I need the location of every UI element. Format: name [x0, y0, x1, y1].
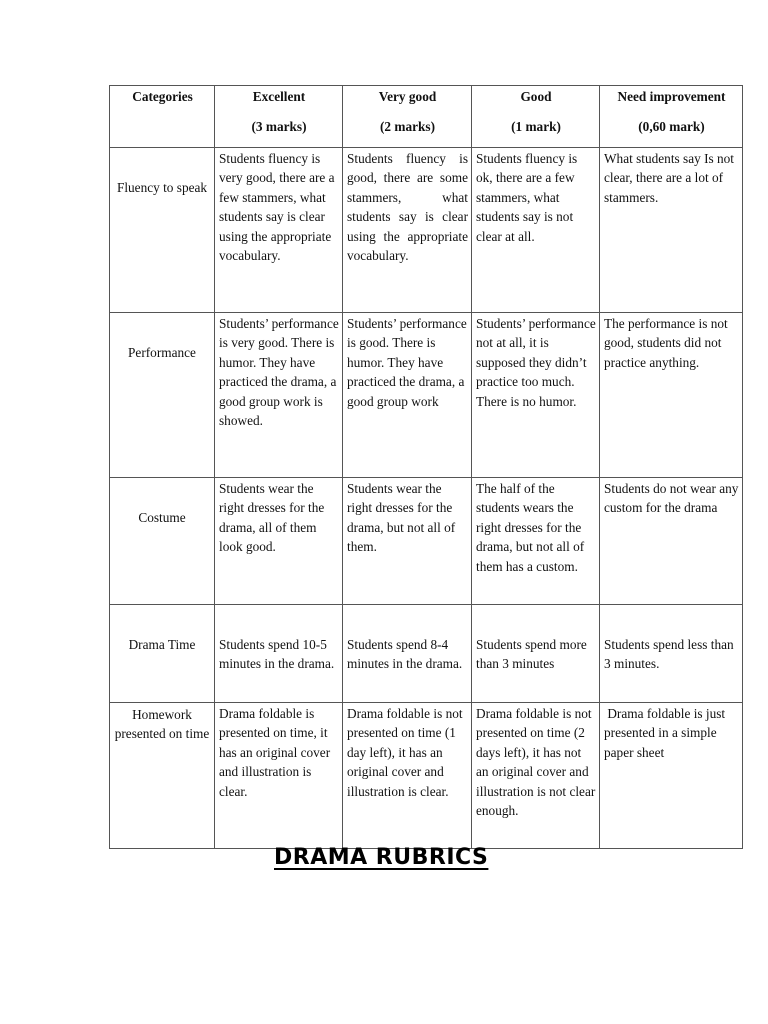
- header-good: Good (1 mark): [472, 86, 600, 148]
- cell-fluency-need-improvement: What students say Is not clear, there are a lot of stammers.: [600, 148, 743, 313]
- cell-drama-time-very-good: Students spend 8-4 minutes in the drama.: [343, 605, 472, 703]
- header-need-improvement: Need improvement (0,60 mark): [600, 86, 743, 148]
- cell-performance-very-good: Students’ performance is good. There is humor. They have practiced the drama, a good group work: [343, 313, 472, 478]
- header-very-good: Very good (2 marks): [343, 86, 472, 148]
- table-row: [110, 703, 743, 849]
- category-homework: Homework presented on time: [110, 703, 215, 849]
- header-row: [110, 86, 743, 148]
- category-costume: Costume: [110, 478, 215, 605]
- header-categories: Categories: [110, 86, 215, 148]
- page-title: DRAMA RUBRICS: [274, 845, 489, 870]
- cell-drama-time-good: Students spend more than 3 minutes: [472, 605, 600, 703]
- category-performance: Performance: [110, 313, 215, 478]
- rubric-table: [109, 85, 743, 849]
- cell-performance-need-improvement: The performance is not good, students did not practice anything.: [600, 313, 743, 478]
- cell-performance-excellent: Students’ performance is very good. There is humor. They have practiced the drama, a good group work is showed.: [215, 313, 343, 478]
- cell-fluency-excellent: Students fluency is very good, there are a few stammers, what students say is clear using the appropriate vocabulary.: [215, 148, 343, 313]
- cell-homework-need-improvement: Drama foldable is just presented in a simple paper sheet: [600, 703, 743, 849]
- table-row: [110, 148, 743, 313]
- cell-fluency-good: Students fluency is ok, there are a few stammers, what students say is not clear at all.: [472, 148, 600, 313]
- category-fluency: Fluency to speak: [110, 148, 215, 313]
- category-drama-time: Drama Time: [110, 605, 215, 703]
- cell-fluency-very-good: Students fluency is good, there are some stammers, what students say is clear using the appropriate vocabulary.: [343, 148, 472, 313]
- cell-costume-excellent: Students wear the right dresses for the drama, all of them look good.: [215, 478, 343, 605]
- cell-costume-very-good: Students wear the right dresses for the drama, but not all of them.: [343, 478, 472, 605]
- cell-homework-good: Drama foldable is not presented on time (2 days left), it has not an original cover and illustration is not clear enough.: [472, 703, 600, 849]
- table-row: [110, 478, 743, 605]
- cell-costume-need-improvement: Students do not wear any custom for the drama: [600, 478, 743, 605]
- cell-performance-good: Students’ performance not at all, it is supposed they didn’t practice too much. There is no humor.: [472, 313, 600, 478]
- table-row: [110, 313, 743, 478]
- cell-homework-excellent: Drama foldable is presented on time, it has an original cover and illustration is clear.: [215, 703, 343, 849]
- cell-drama-time-need-improvement: Students spend less than 3 minutes.: [600, 605, 743, 703]
- cell-homework-very-good: Drama foldable is not presented on time (1 day left), it has an original cover and illustration is clear.: [343, 703, 472, 849]
- header-excellent: Excellent (3 marks): [215, 86, 343, 148]
- cell-drama-time-excellent: Students spend 10-5 minutes in the drama.: [215, 605, 343, 703]
- table-row: [110, 605, 743, 703]
- cell-costume-good: The half of the students wears the right dresses for the drama, but not all of them has a custom.: [472, 478, 600, 605]
